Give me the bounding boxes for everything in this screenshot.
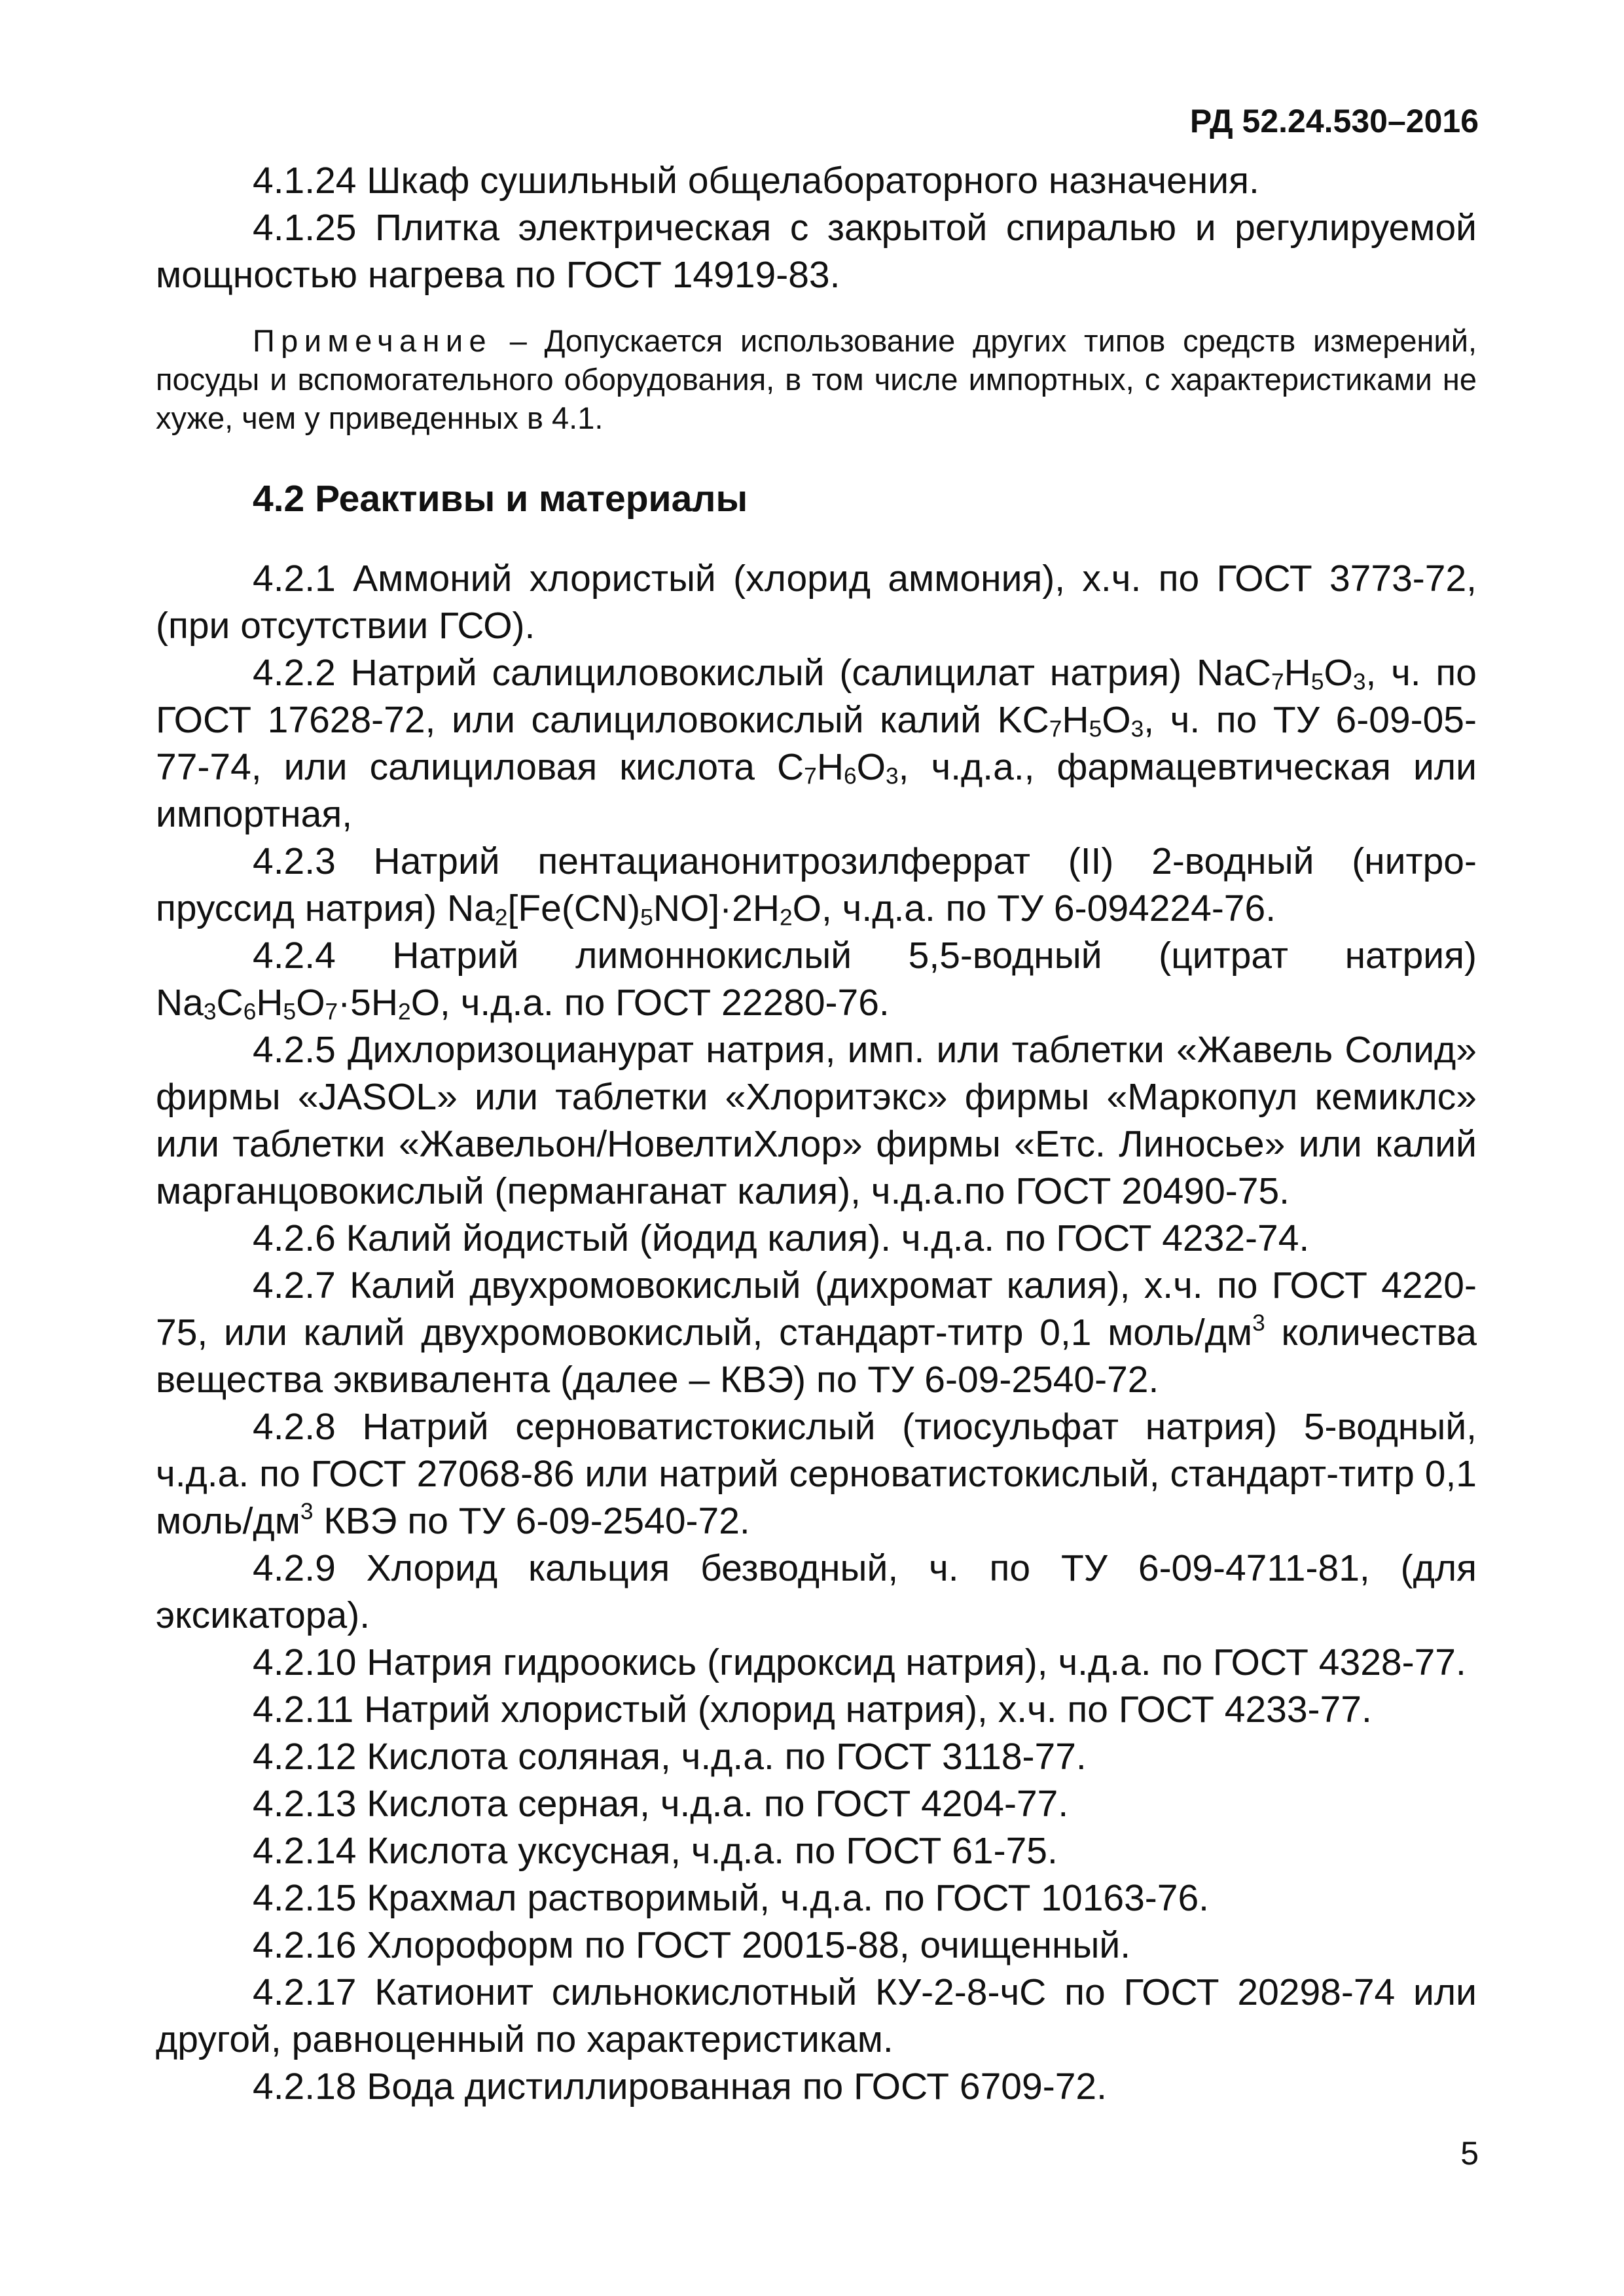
document-body <box>156 157 1477 2110</box>
document-code: РД 52.24.530–2016 <box>1189 103 1479 139</box>
note <box>156 321 1477 437</box>
item-4-2-8: 4.2.8 Натрий серноватистокислый (тиосульфат натрия) 5-водный, ч.д.а. по ГОСТ 27068-86 или натрий серноватистокислый, стандарт-титр 0,1 моль/$дм^3$ КВЭ по ТУ 6-09-2540-72. <box>156 1406 1477 1542</box>
item-4-2-15: 4.2.15 Крахмал растворимый, ч.д.а. по ГОСТ 10163-76. <box>253 1877 1210 1919</box>
item-4-2-11: 4.2.11 Натрий хлористый (хлорид натрия), х.ч. по ГОСТ 4233-77. <box>253 1689 1372 1731</box>
item-4-2-1: 4.2.1 Аммоний хлористый (хлорид аммония), х.ч. по ГОСТ 3773-72, (при отсутствии ГСО). <box>156 558 1477 647</box>
item-4-2-14: 4.2.14 Кислота уксусная, ч.д.а. по ГОСТ 61-75. <box>253 1830 1058 1872</box>
note-text: – Допускается использование других типов средств измерений, посуды и вспомогательного оборудования, в том числе импортных, с характеристиками не хуже, чем у приведенных в 4.1. <box>156 323 1477 435</box>
item-4-2-2: 4.2.2 Натрий салициловокислый (салицилат натрия) $NaC_7H_5O_3$, ч. по ГОСТ 17628-72, или салициловокислый калий $KC_7H_5O_3$, ч. по ТУ 6-09-05-77-74, или салициловая кислота $C_7H_6O_3$, ч.д.а., фармацевтическая или импортная, <box>156 652 1477 835</box>
item-4-2-9: 4.2.9 Хлорид кальция безводный, ч. по ТУ 6-09-4711-81, (для эксикатора). <box>156 1547 1477 1636</box>
note-label: Примечание <box>253 323 493 358</box>
item-4-2-4: 4.2.4 Натрий лимоннокислый 5,5-водный (цитрат натрия) $Na_3C_6H_5O_7\cdot 5H_2O$, ч.д.а. по ГОСТ 22280-76. <box>156 935 1477 1025</box>
item-4-2-10: 4.2.10 Натрия гидроокись (гидроксид натрия), ч.д.а. по ГОСТ 4328-77. <box>253 1641 1466 1683</box>
item-4-2-6: 4.2.6 Калий йодистый (йодид калия). ч.д.а. по ГОСТ 4232-74. <box>253 1217 1310 1259</box>
item-4-2-13: 4.2.13 Кислота серная, ч.д.а. по ГОСТ 4204-77. <box>253 1783 1069 1825</box>
item-4-2-5: 4.2.5 Дихлоризоцианурат натрия, имп. или таблетки «Жавель Солид» фирмы «JASOL» или таблетки «Хлоритэкс» фирмы «Маркопул кемиклс» или таблетки «Жавельон/НовелтиХлор» фирмы «Етс. Линосье» или калий марганцовокислый (перманганат калия), ч.д.а.по ГОСТ 20490-75. <box>156 1029 1477 1212</box>
section-title: 4.2 Реактивы и материалы <box>253 478 748 520</box>
page-number: 5 <box>1460 2135 1479 2172</box>
item-4-1-24: 4.1.24 Шкаф сушильный общелабораторного назначения. <box>253 160 1259 202</box>
item-4-2-12: 4.2.12 Кислота соляная, ч.д.а. по ГОСТ 3118-77. <box>253 1736 1087 1778</box>
item-4-2-17: 4.2.17 Катионит сильнокислотный КУ-2-8-чС по ГОСТ 20298-74 или другой, равноценный по характеристикам. <box>156 1971 1477 2060</box>
item-4-2-3: 4.2.3 Натрий пентацианонитрозилферрат (II) 2-водный (нитро-пруссид натрия) $Na_2[Fe(CN)_5NO]\cdot 2H_2O$, ч.д.а. по ТУ 6-094224-76. <box>156 840 1477 931</box>
item-4-2-16: 4.2.16 Хлороформ по ГОСТ 20015-88, очищенный. <box>253 1924 1131 1966</box>
item-4-2-7: 4.2.7 Калий двухромовокислый (дихромат калия), х.ч. по ГОСТ 4220-75, или калий двухромовокислый, стандарт-титр 0,1 моль/$дм^3$ количества вещества эквивалента (далее – КВЭ) по ТУ 6-09-2540-72. <box>156 1265 1477 1401</box>
item-4-2-18: 4.2.18 Вода дистиллированная по ГОСТ 6709-72. <box>253 2066 1107 2108</box>
item-4-1-25: 4.1.25 Плитка электрическая с закрытой спиралью и регулируемой мощностью нагрева по ГОСТ 14919-83. <box>156 207 1477 296</box>
